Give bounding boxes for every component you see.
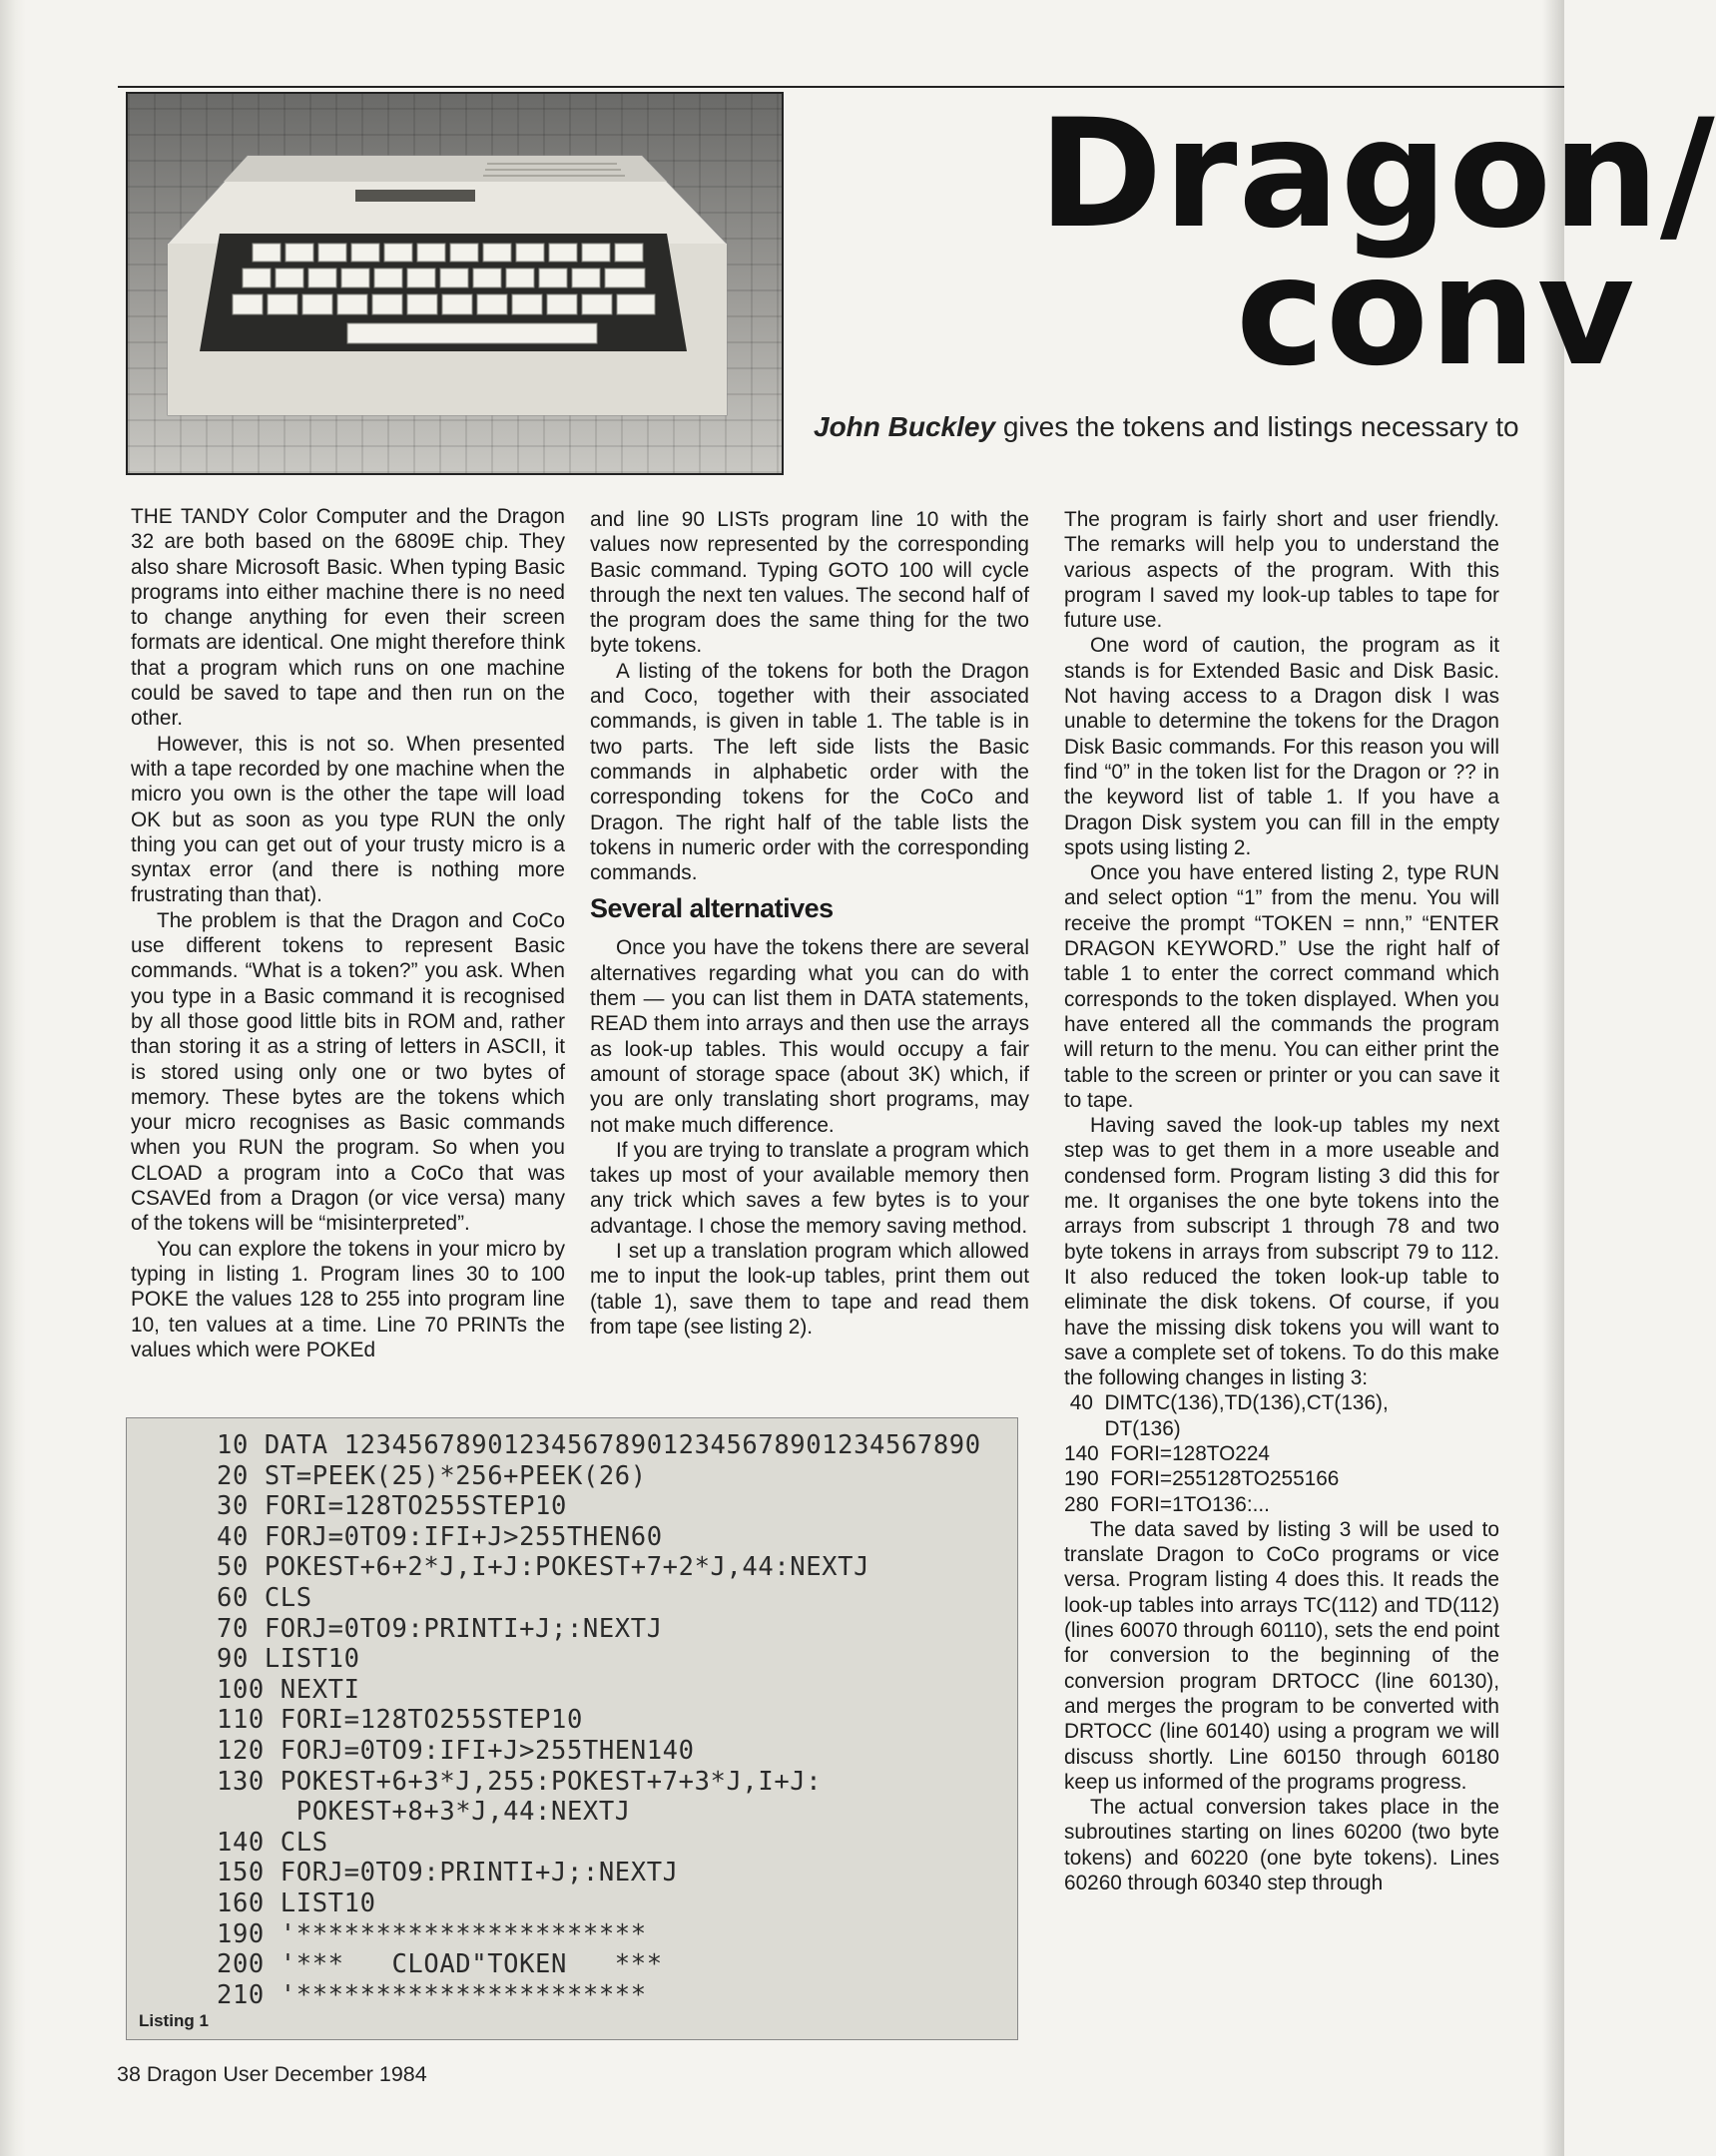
listing-line: 110 FORI=128TO255STEP10 (217, 1705, 583, 1736)
paragraph: THE TANDY Color Computer and the Dragon 32 are both based on the 6809E chip. They also share Microsoft Basic. When typing Basic programs into either machine there is no need to change anything for even their screen formats are identical. One might therefore think that a program which runs on one machine could be saved to tape and then run on the other. (131, 505, 565, 731)
page-gutter-shadow (0, 0, 26, 2156)
paragraph: The data saved by listing 3 will be used to translate Dragon to CoCo programs or vice versa. Program listing 4 does this. It reads the look-up tables into arrays TC(112) and TD(112) (lines 60070 through 60110), sets the end point for conversion to the beginning of the conversion program DRTOCC (line 60130), and merges the program to be converted with DRTOCC (line 60140) using a program we will discuss shortly. Line 60150 through 60180 keep us informed of the programs progress. (1064, 1517, 1499, 1794)
listing-label: Listing 1 (139, 2011, 209, 2030)
listing-line: 120 FORJ=0TO9:IFI+J>255THEN140 (217, 1735, 695, 1766)
standfirst-text: gives the tokens and listings necessary to (995, 411, 1519, 442)
paragraph: The program is fairly short and user friendly. The remarks will help you to understand the various aspects of the program. With this program I saved my look-up tables to tape for future use. (1064, 508, 1499, 633)
listing-line: 40 FORJ=0TO9:IFI+J>255THEN60 (217, 1521, 663, 1552)
paragraph: The actual conversion takes place in the subroutines starting on lines 60200 (two byte tokens) and 60220 (one byte tokens). Lines 60260 through 60340 step through (1064, 1796, 1499, 1895)
page-folio: 38 Dragon User December 1984 (117, 2062, 427, 2086)
listing-line: 160 LIST10 (217, 1887, 376, 1918)
paragraph: However, this is not so. When presented with a tape recorded by one machine when the micro you own is the other the tape will load OK but as soon as you type RUN the only thing you can get out of your trusty micro is a syntax error (and there is nothing more frustrating than that). (131, 732, 565, 907)
paragraph: The problem is that the Dragon and CoCo use different tokens to represent Basic commands. “What is a token?” you ask. When you type in a Basic command it is recognised by all those good little bits in ROM and, rather than storing it as a string of letters in ASCII, it is stored using only one or two bytes of memory. These bytes are the tokens which your micro recognises as Basic commands when you RUN the program. So when you CLOAD a program into a CoCo that was CSAVEd from a Dragon (or vice versa) many of the tokens will be “misinterpreted”. (131, 908, 565, 1236)
paragraph: I set up a translation program which allowed me to input the look-up tables, print them out (table 1), save them to tape and read them from tape (see listing 2). (590, 1240, 1029, 1339)
computer-photo (126, 92, 784, 475)
paragraph: If you are trying to translate a program which takes up most of your available memory then any trick which saves a few bytes is to your advantage. I chose the memory saving method. (590, 1138, 1029, 1238)
code-change-line: DT(136) (1064, 1416, 1181, 1440)
article-column-2 (590, 507, 1029, 1340)
paragraph: You can explore the tokens in your micro by typing in listing 1. Program lines 30 to 100 POKE the values 128 to 255 into program line 10, ten values at a time. Line 70 PRINTs the values which were POKEd (131, 1237, 565, 1361)
article-column-3 (1064, 507, 1499, 1895)
listing-line: 190 '********************** (217, 1918, 647, 1949)
listing-line: 130 POKEST+6+3*J,255:POKEST+7+3*J,I+J: (217, 1766, 823, 1797)
standfirst (814, 411, 1519, 443)
headline-line-1: Dragon/ (1038, 88, 1716, 262)
subheading: Several alternatives (590, 893, 834, 924)
code-change-line: 190 FORI=255128TO255166 (1064, 1467, 1340, 1491)
listing-line: 200 '*** CLOAD"TOKEN *** (217, 1949, 663, 1980)
paragraph: Once you have entered listing 2, type RUN and select option “1” from the menu. You will receive the prompt “TOKEN = nnn,” “ENTER DRAGON KEYWORD.” Use the right half of table 1 to enter the correct command which corresponds to the token displayed. When you have entered all the commands the program will return to the menu. You can either print the table to the screen or printer or you can save it to tape. (1064, 861, 1499, 1112)
headline-line-2: conv (1236, 226, 1636, 399)
paragraph: One word of caution, the program as it stands is for Extended Basic and Disk Basic. Not having access to a Dragon disk I was unable to determine the tokens for the Dragon Disk Basic commands. For this reason you will find “0” in the token list for the Dragon or ?? in the keyword list of table 1. If you have a Dragon Disk system you can fill in the empty spots using listing 2. (1064, 634, 1499, 859)
listing-line: 70 FORJ=0TO9:PRINTI+J;:NEXTJ (217, 1613, 663, 1644)
listing-line: 150 FORJ=0TO9:PRINTI+J;:NEXTJ (217, 1858, 679, 1888)
listing-1-box (126, 1417, 1018, 2040)
listing-line: 50 POKEST+6+2*J,I+J:POKEST+7+2*J,44:NEXTJ (217, 1552, 870, 1583)
listing-line: POKEST+8+3*J,44:NEXTJ (217, 1797, 631, 1828)
listing-line: 100 NEXTI (217, 1674, 360, 1705)
listing-line: 210 '********************** (217, 1979, 647, 2010)
listing-line: 30 FORI=128TO255STEP10 (217, 1491, 567, 1522)
listing-line: 10 DATA 1234567890123456789012345678901234567890 (217, 1430, 981, 1460)
listing-line: 140 CLS (217, 1827, 328, 1858)
code-change-line: 40 DIMTC(136),TD(136),CT(136), (1064, 1391, 1389, 1415)
listing-lines (217, 1430, 981, 2010)
code-change-line: 140 FORI=128TO224 (1064, 1441, 1270, 1465)
listing-line: 20 ST=PEEK(25)*256+PEEK(26) (217, 1460, 647, 1491)
paragraph: and line 90 LISTs program line 10 with the values now represented by the corresponding Basic command. Typing GOTO 100 will cycle through the next ten values. The second half of the program does the same thing for the two byte tokens. (590, 508, 1029, 658)
paragraph: Having saved the look-up tables my next step was to get them in a more useable and condensed form. Program listing 3 did this for me. It organises the one byte tokens into the arrays from subscript 1 through 78 and two byte tokens in arrays from subscript 79 to 112. It also reduced the token look-up table to eliminate the disk tokens. Of course, if you have the missing disk tokens you will want to save a complete set of tokens. To do this make the following changes in listing 3: (1064, 1114, 1499, 1390)
listing-line: 90 LIST10 (217, 1644, 360, 1675)
article-column-1 (131, 504, 565, 1362)
paragraph: Once you have the tokens there are several alternatives regarding what you can do with them — you can list them in DATA statements, READ them into arrays and then use the arrays as look-up tables. This would occupy a fair amount of storage space (about 3K) which, if you are only translating short programs, may not make much difference. (590, 936, 1029, 1137)
listing-line: 60 CLS (217, 1582, 312, 1613)
computer-illustration (128, 94, 786, 477)
code-change-line: 280 FORI=1TO136:... (1064, 1492, 1270, 1516)
paragraph: A listing of the tokens for both the Dragon and Coco, together with their associated commands, is given in table 1. The table is in two parts. The left side lists the Basic commands in alphabetic order with the corresponding tokens for the CoCo and Dragon. The right half of the table lists the tokens in numeric order with the corresponding commands. (590, 659, 1029, 885)
author-name: John Buckley (814, 411, 996, 442)
